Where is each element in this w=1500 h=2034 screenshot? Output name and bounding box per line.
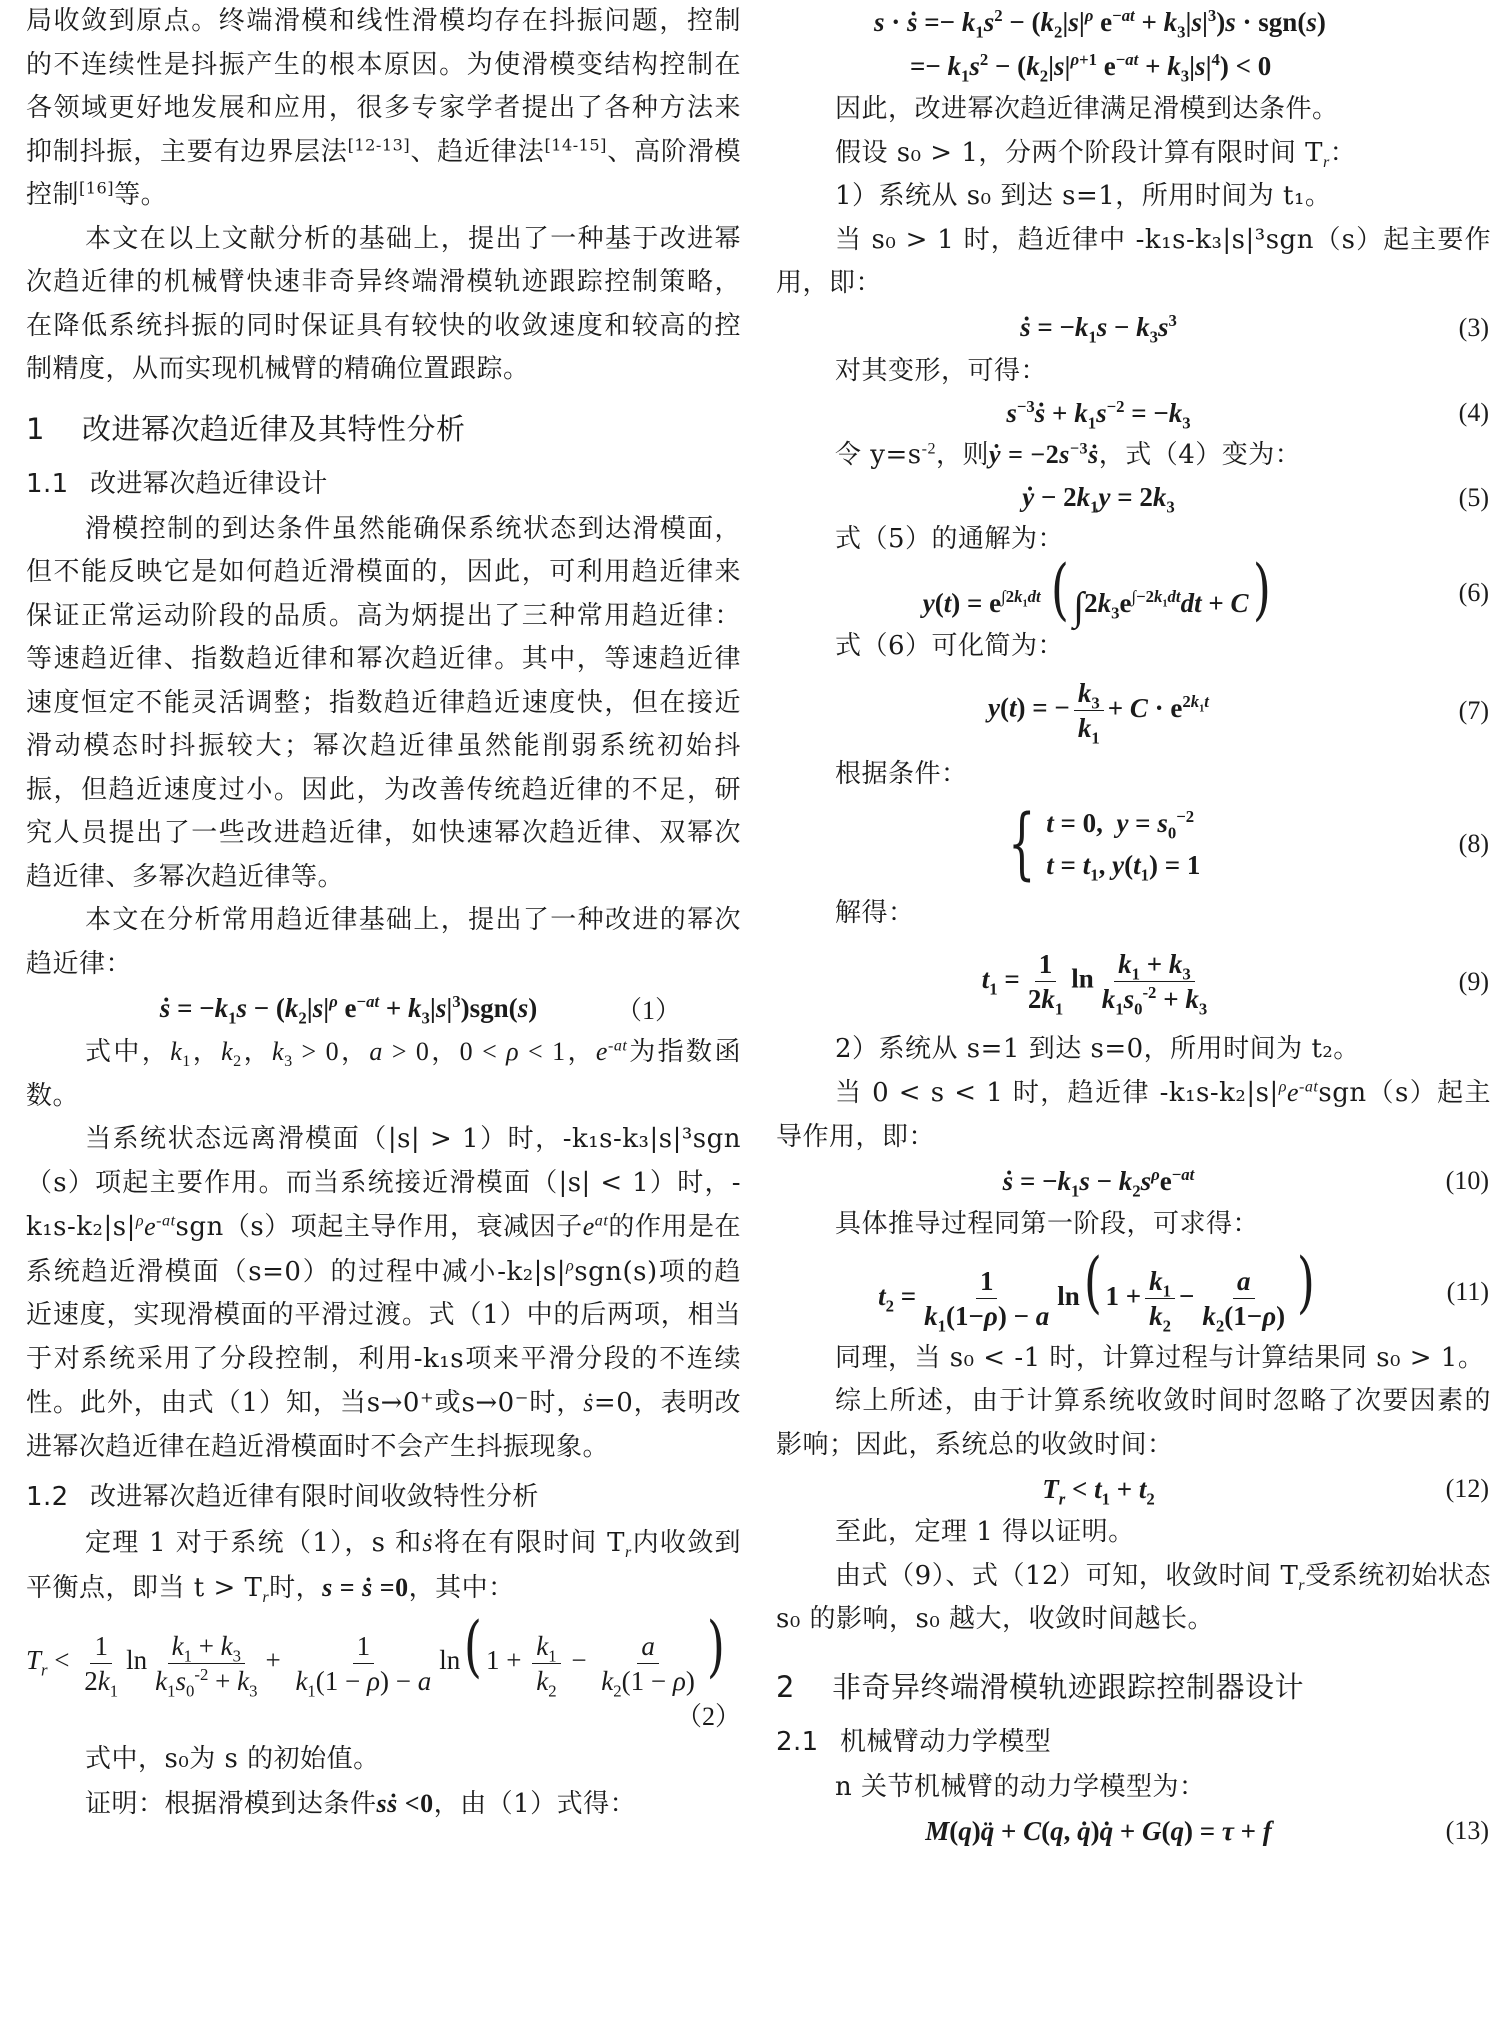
paragraph-r5: 对其变形，可得：	[835, 355, 1048, 386]
equation-number: (10)	[1445, 1166, 1489, 1195]
citation: [16]	[79, 178, 115, 198]
subsection-heading-1-1: 1.1 改进幂次趋近律设计	[26, 468, 328, 499]
equation-number: (6)	[1458, 578, 1489, 607]
paragraph-r1: 因此，改进幂次趋近律满足滑模到达条件。	[835, 94, 1339, 124]
paragraph-r3: 1）系统从 s₀ 到达 s=1，所用时间为 t₁。	[835, 181, 1332, 211]
paragraph-r17: 由式（9）、式（12）可知，收敛时间 $T_r$受系统初始状态 s₀ 的影响，s₀ 越大，收敛时间越长。	[776, 1560, 1491, 1634]
paragraph-r12: 当 0 < s < 1 时，趋近律 $-k_1s-k_2|s|^\rho e^{-at}sgn(s)$起主导作用，即：	[776, 1078, 1491, 1152]
equation-number: (3)	[1458, 312, 1489, 342]
equation-12: $T_r < t_1 + t_2$ (12)	[1042, 1473, 1489, 1508]
paragraph-1-1-c: 式中，$k_1$，$k_2$，$k_3 > 0$，a > 0，0 < ρ < 1，$e^{-at}$为指数函数。	[26, 1037, 741, 1111]
equation-5: ẏ − $2k_1y = 2k_3$ (5)	[1022, 482, 1489, 517]
equation-number: (4)	[1458, 398, 1489, 427]
subsection-heading-2-1: 2.1 机械臂动力学模型	[776, 1726, 1052, 1757]
paragraph-1-1-b: 本文在分析常用趋近律基础上，提出了一种改进的幂次趋近律：	[26, 905, 741, 979]
citation: [14-15]	[544, 134, 607, 154]
paragraph-r14: 同理，当 s₀ < -1 时，计算过程与计算结果同 s₀ > 1。	[835, 1342, 1485, 1373]
equation-number: (8)	[1458, 829, 1489, 858]
equation-11: $t_2$ = $\frac{1}{k_1(1-\rho) - a}$ ln( 1 + $\frac{k_1}{k_2}$ − $\frac{a}{k_2(1-\rho)}$ ) (11)	[878, 1243, 1489, 1336]
equation-number: (5)	[1458, 482, 1489, 512]
paragraph-r2: 假设 s₀ > 1，分两个阶段计算有限时间 $T_r$：	[835, 137, 1357, 171]
equation-number: (9)	[1458, 966, 1489, 996]
paragraph-1-2-b: 式中，s₀为 s 的初始值。	[85, 1744, 380, 1774]
paragraph-r10: 解得：	[835, 898, 915, 928]
section-heading-2: 2 非奇异终端滑模轨迹跟踪控制器设计	[776, 1669, 1305, 1704]
equation-number: (12)	[1445, 1474, 1489, 1503]
equation-8: { t = 0, $y = s_0^{-2}$ $t = t_1$, $y(t_1) = 1$ (8)	[1007, 799, 1489, 889]
paragraph-r9: 根据条件：	[835, 758, 968, 789]
paragraph-1-1-d: 当系统状态远离滑模面（|s| > 1）时，-k₁s-k₃|s|³sgn（s）项起主要作用。而当系统接近滑模面（|s| < 1）时，$-k_1s-k_2|s|^\rho e^{-at}sgn(s)$项起主导作用，衰减因子$e^{at}$的作用是在系统趋近滑模面（s=0）的过程中减小$-k_2|s|^\rho sgn(s)$项的趋近速度，实现滑模面的平滑过渡。式（1）中的后两项，相当于对系统采用了分段控制，利用-k₁s项来平滑分段的不连续性。此外，由式（1）知，当s→0⁺或s→0⁻时，ṡ=0，表明改进幂次趋近律在趋近滑模面时不会产生抖振现象。	[26, 1124, 741, 1462]
paragraph-r7: 式（5）的通解为：	[835, 523, 1065, 554]
equation-number: (7)	[1458, 695, 1489, 725]
paragraph-r6: 令 $y=s^{-2}$，则ẏ = $-2s^{-3}ṡ$，式（4）变为：	[835, 440, 1302, 470]
paragraph-r4: 当 s₀ > 1 时，趋近律中 -k₁s-k₃|s|³sgn（s）起主要作用，即：	[776, 224, 1491, 298]
paragraph-intro-2: 本文在以上文献分析的基础上，提出了一种基于改进幂次趋近律的机械臂快速非奇异终端滑模轨迹跟踪控制策略，在降低系统抖振的同时保证具有较快的收敛速度和较高的控制精度，从而实现机械臂的精确位置跟踪。	[26, 223, 741, 384]
paragraph-r13: 具体推导过程同第一阶段，可求得：	[835, 1209, 1260, 1239]
equation-9: $t_1$ = $\frac{1}{2k_1}$ ln $\frac{k_1 + k_3}{k_1s_0^{-2} + k_3}$ (9)	[981, 949, 1489, 1019]
equation-13: M(q)q̈ + C(q, q̇)q̇ + G(q) = τ + f (13)	[925, 1815, 1489, 1846]
paragraph-r18: n 关节机械臂的动力学模型为：	[835, 1771, 1206, 1802]
citation: [12-13]	[347, 134, 411, 154]
equation-6: $y(t) = e^{\int 2k_1dt}$ $(\int 2k_3e^{\int-2k_1dt}dt + C)$ (6)	[922, 550, 1489, 629]
paragraph-theorem-1: 定理 1 对于系统（1），s 和ṡ将在有限时间 $T_r$内收敛到平衡点，即当 $t > T_r$时，s = ṡ =0，其中：	[26, 1528, 741, 1606]
paragraph-r11: 2）系统从 s=1 到达 s=0，所用时间为 t₂。	[835, 1033, 1360, 1064]
equation-number: （1）	[615, 995, 681, 1025]
equation-proof-line-2: =− $k_1s^2 - (k_2|s|^{\rho+1}$ $e^{-at} + k_3|s|^4) < 0$	[910, 49, 1272, 85]
section-heading-1: 1 改进幂次趋近律及其特性分析	[26, 411, 466, 446]
equation-proof-line-1: s · ṡ =− $k_1s^2 - (k_2|s|^\rho$ $e^{-at} + k_3|s|^3)s \cdot sgn(s)$	[874, 5, 1326, 41]
equation-7: y(t) = − $\frac{k_3}{k_1}$ + $C \cdot e^{2k_1t}$ (7)	[988, 678, 1489, 748]
equation-number: (11)	[1446, 1276, 1489, 1306]
equation-10: ṡ = $-k_1s - k_2s^\rho e^{-at}$ (10)	[1002, 1164, 1489, 1200]
paragraph-1-1-a: 滑模控制的到达条件虽然能确保系统状态到达滑模面，但不能反映它是如何趋近滑模面的，因此，可利用趋近律来保证正常运动阶段的品质。高为炳提出了三种常用趋近律：等速趋近律、指数趋近律和幂次趋近律。其中，等速趋近律速度恒定不能灵活调整；指数趋近律趋近速度快，但在接近滑动模态时抖振较大；幂次趋近律虽然能削弱系统初始抖振，但趋近速度过小。因此，为改善传统趋近律的不足，研究人员提出了一些改进趋近律，如快速幂次趋近律、双幂次趋近律、多幂次趋近律等。	[26, 513, 741, 892]
paragraph-intro-1: 局收敛到原点。终端滑模和线性滑模均存在抖振问题，控制的不连续性是抖振产生的根本原因。为使滑模变结构控制在各领域更好地发展和应用，很多专家学者提出了各种方法来抑制抖振，主要有边界层法[12-13]、趋近律法[14-15]、高阶滑模控制[16]等。	[26, 6, 741, 210]
equation-3: ṡ = $-k_1s - k_3s^3$ (3)	[1020, 311, 1489, 347]
equation-number: (13)	[1445, 1816, 1489, 1845]
equation-1: ṡ = $-k_1s - (k_2|s|^\rho$ $e^{-at} + k_3|s|^3)sgn(s)$ （1）	[159, 991, 681, 1027]
subsection-heading-1-2: 1.2 改进幂次趋近律有限时间收敛特性分析	[26, 1482, 539, 1512]
left-column	[26, 0, 741, 1826]
equation-4: $s^{-3}ṡ + k_1s^{-2} = -k_3$ (4)	[1006, 396, 1489, 432]
paragraph-r8: 式（6）可化简为：	[835, 631, 1065, 661]
paragraph-r15: 综上所述，由于计算系统收敛时间时忽略了次要因素的影响；因此，系统总的收敛时间：	[776, 1386, 1491, 1460]
equation-number: （2）	[675, 1702, 741, 1731]
right-column	[776, 0, 1491, 1853]
paragraph-r16: 至此，定理 1 得以证明。	[835, 1517, 1135, 1547]
equation-2: $T_r$ < $\frac{1}{2k_1}$ ln $\frac{k_1 + k_3}{k_1s_0^{-2} + k_3}$ + $\frac{1}{k_1(1 - \rho) - a}$ ln( 1 + $\frac{k_1}{k_2}$ − $\frac{a}{k_2(1 - \rho)}$ )	[26, 1608, 725, 1701]
paragraph-1-2-c: 证明：根据滑模到达条件sṡ <0，由（1）式得：	[85, 1788, 637, 1819]
